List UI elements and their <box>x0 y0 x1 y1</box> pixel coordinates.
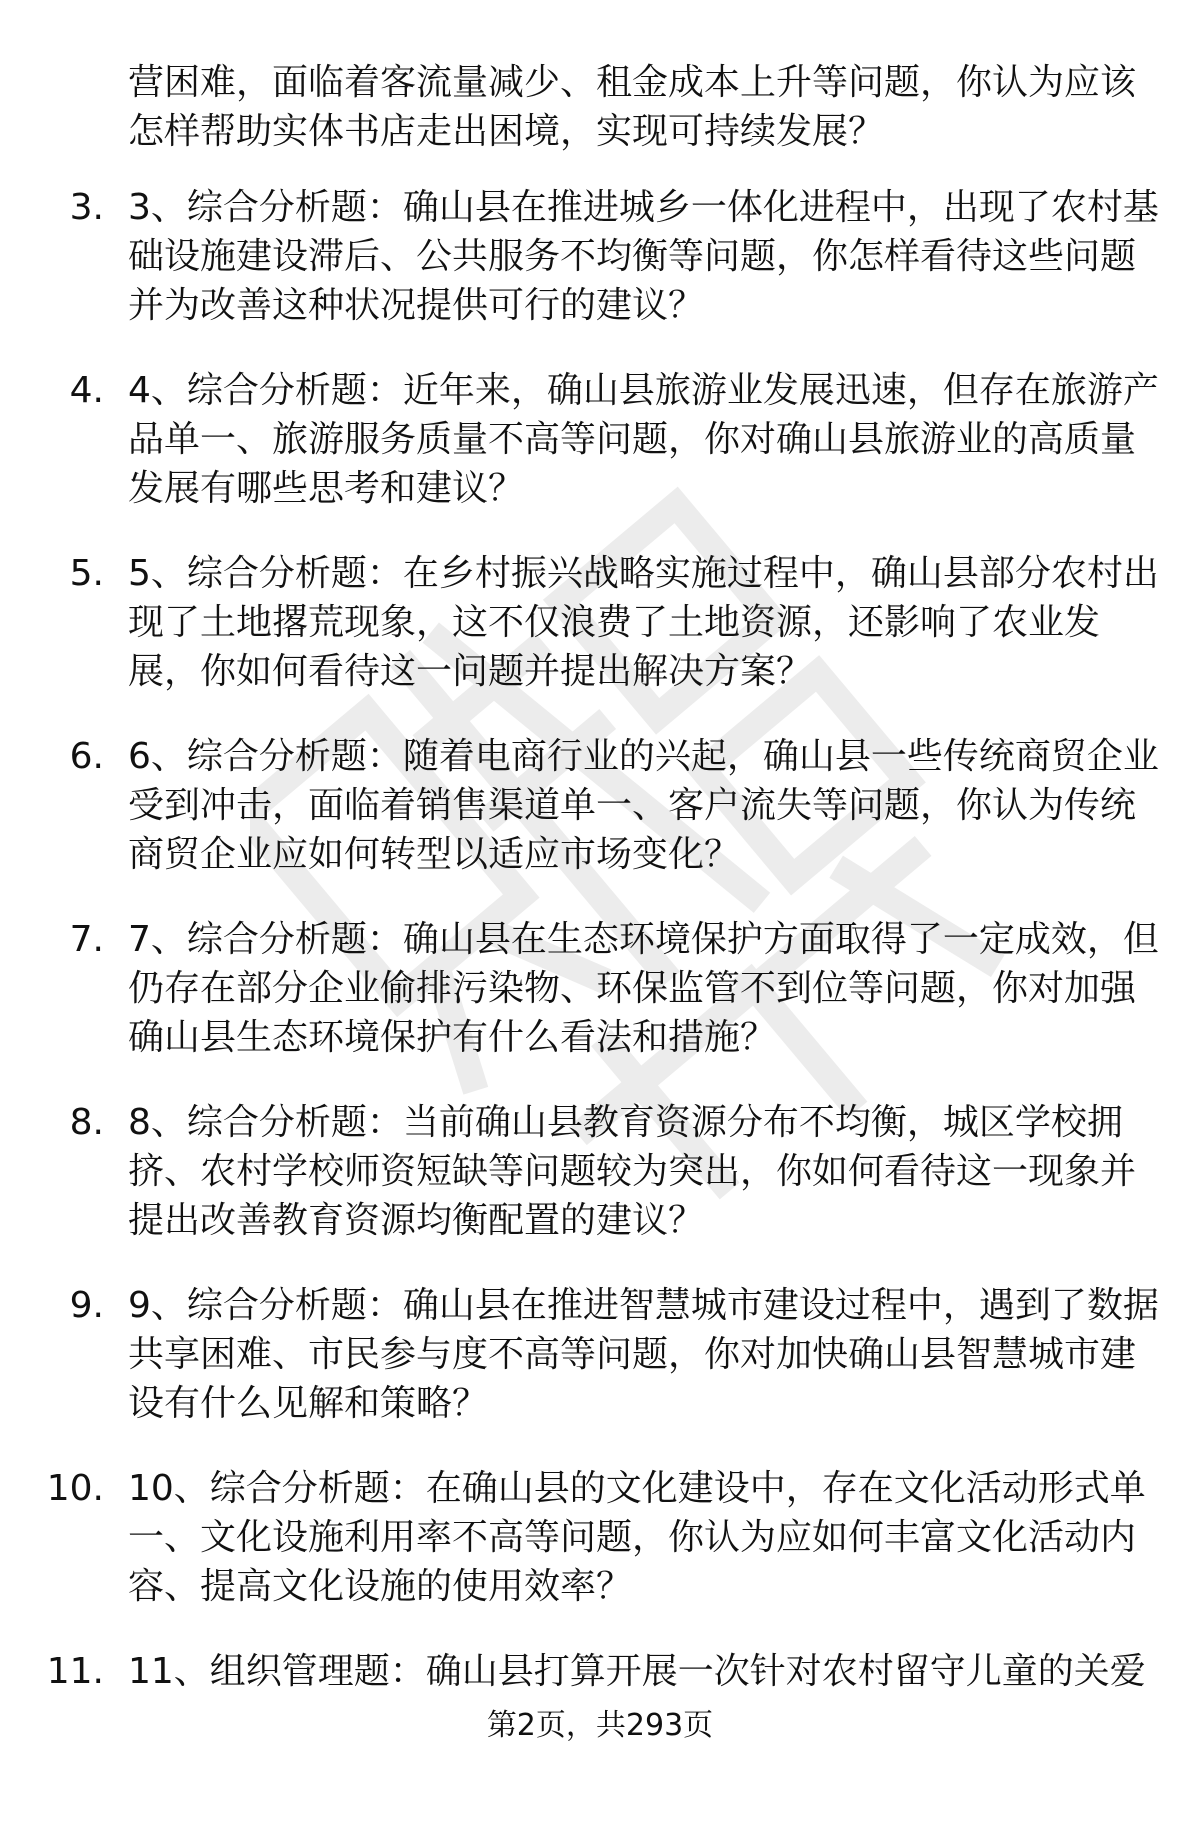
list-number: 7. <box>69 919 104 960</box>
list-number: 3. <box>69 187 104 228</box>
list-number: 6. <box>69 736 104 777</box>
list-number: 10. <box>46 1468 104 1509</box>
question-text: 3、综合分析题：确山县在推进城乡一体化进程中，出现了农村基础设施建设滞后、公共服务不均衡等问题，你怎样看待这些问题并为改善这种状况提供可行的建议？ <box>128 187 1159 326</box>
question-text: 6、综合分析题：随着电商行业的兴起，确山县一些传统商贸企业受到冲击，面临着销售渠道单一、客户流失等问题，你认为传统商贸企业应如何转型以适应市场变化？ <box>128 736 1159 875</box>
list-number: 4. <box>69 370 104 411</box>
question-list <box>0 183 1200 1830</box>
list-item <box>0 915 1200 1098</box>
question-text: 9、综合分析题：确山县在推进智慧城市建设过程中，遇到了数据共享困难、市民参与度不高等问题，你对加快确山县智慧城市建设有什么见解和策略？ <box>128 1285 1159 1424</box>
list-item <box>0 1281 1200 1464</box>
question-text: 11、组织管理题：确山县打算开展一次针对农村留守儿童的关爱 <box>128 1651 1146 1692</box>
question-text: 4、综合分析题：近年来，确山县旅游业发展迅速，但存在旅游产品单一、旅游服务质量不高等问题，你对确山县旅游业的高质量发展有哪些思考和建议？ <box>128 370 1159 509</box>
question-text: 7、综合分析题：确山县在生态环境保护方面取得了一定成效，但仍存在部分企业偷排污染物、环保监管不到位等问题，你对加强确山县生态环境保护有什么看法和措施？ <box>128 919 1159 1058</box>
list-number: 8. <box>69 1102 104 1143</box>
continued-question-text: 营困难，面临着客流量减少、租金成本上升等问题，你认为应该怎样帮助实体书店走出困境，实现可持续发展？ <box>128 62 1137 152</box>
list-item <box>0 1464 1200 1647</box>
question-text: 8、综合分析题：当前确山县教育资源分布不均衡，城区学校拥挤、农村学校师资短缺等问题较为突出，你如何看待这一现象并提出改善教育资源均衡配置的建议？ <box>128 1102 1137 1241</box>
list-item <box>0 732 1200 915</box>
list-number: 11. <box>46 1651 104 1692</box>
list-item <box>0 366 1200 549</box>
list-number: 5. <box>69 553 104 594</box>
list-item <box>0 1098 1200 1281</box>
list-item <box>0 549 1200 732</box>
list-number: 9. <box>69 1285 104 1326</box>
question-text: 5、综合分析题：在乡村振兴战略实施过程中，确山县部分农村出现了土地撂荒现象，这不仅浪费了土地资源，还影响了农业发展，你如何看待这一问题并提出解决方案？ <box>128 553 1159 692</box>
question-text: 10、综合分析题：在确山县的文化建设中，存在文化活动形式单一、文化设施利用率不高等问题，你认为应如何丰富文化活动内容、提高文化设施的使用效率？ <box>128 1468 1146 1607</box>
page-footer: 第2页，共293页 <box>486 1708 714 1743</box>
list-item <box>0 183 1200 366</box>
